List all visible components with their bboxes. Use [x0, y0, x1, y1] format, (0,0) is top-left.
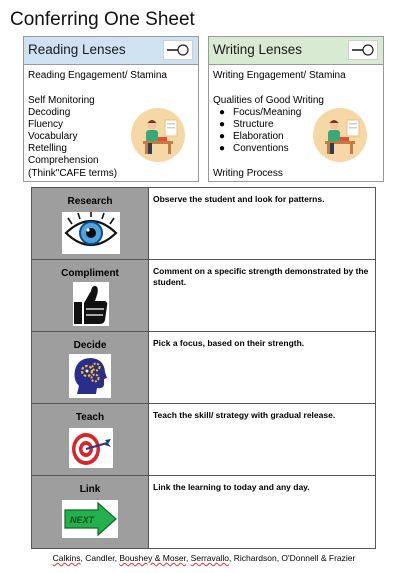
list-item: ● Conventions: [219, 143, 289, 155]
next-arrow-label: NEXT: [69, 515, 95, 525]
page-title: Conferring One Sheet: [10, 9, 195, 30]
table-row: [32, 404, 375, 476]
footer-authors: Calkins, Candler, Boushey & Moser, Serravallo, Richardson, O'Donnell & Frazier: [52, 553, 356, 563]
step-name: Research: [67, 196, 113, 207]
step-name: Compliment: [61, 268, 119, 279]
qualities-heading: Qualities of Good Writing: [213, 95, 324, 106]
reading-lens-list: [28, 95, 117, 180]
list-item: (Think"CAFE terms): [28, 167, 118, 179]
step-label-cell: [32, 476, 149, 548]
eye-icon: [62, 212, 120, 254]
thinking-head-icon: [69, 354, 111, 398]
list-item: Fluency: [28, 119, 64, 131]
writing-lenses-box: [208, 36, 384, 182]
step-label-cell: [32, 332, 149, 403]
list-item: Decoding: [28, 107, 71, 119]
list-item: Comprehension: [28, 155, 99, 167]
target-icon: [69, 428, 113, 468]
thumbs-up-icon: [73, 282, 109, 326]
writing-lenses-header: [209, 37, 383, 65]
next-arrow-icon: [62, 500, 118, 538]
author: O'Donnell & Frazier: [281, 553, 356, 563]
author: Calkins: [52, 553, 81, 563]
reading-lenses-header: [24, 37, 198, 65]
author: Boushey & Moser: [119, 553, 186, 563]
step-label-cell: [32, 404, 149, 475]
step-description: Comment on a specific strength demonstrated by the student.: [153, 266, 369, 287]
reading-engagement: Reading Engagement/ Stamina: [28, 70, 167, 81]
magnifier-icon: [348, 40, 378, 60]
magnifier-icon: [163, 40, 193, 60]
step-description: Observe the student and look for patterns.: [153, 194, 325, 204]
step-name: Link: [79, 484, 101, 495]
step-label-cell: [32, 188, 149, 259]
table-row: [32, 332, 375, 404]
table-row: [32, 260, 375, 332]
teacher-at-desk-icon: [131, 108, 185, 162]
list-item: Vocabulary: [28, 131, 78, 143]
step-description: Pick a focus, based on their strength.: [153, 338, 305, 348]
table-row: [32, 188, 375, 260]
conferring-steps-table: [31, 187, 376, 549]
list-item: Self Monitoring: [28, 95, 95, 106]
list-item: Retelling: [28, 143, 67, 155]
writing-lenses-title: Writing Lenses: [213, 42, 303, 57]
step-description: Link the learning to today and any day.: [153, 482, 310, 492]
writing-lens-list: [213, 95, 324, 155]
reading-lenses-title: Reading Lenses: [28, 42, 126, 57]
list-item: ● Focus/Meaning: [219, 107, 302, 119]
list-item: ● Elaboration: [219, 131, 284, 143]
step-name: Decide: [73, 340, 107, 351]
reading-lenses-box: [23, 36, 199, 182]
step-description: Teach the skill/ strategy with gradual release.: [153, 410, 336, 420]
author: Serravallo: [190, 553, 229, 563]
table-row: [32, 476, 375, 548]
step-name: Teach: [75, 412, 105, 423]
list-item: ● Structure: [219, 119, 274, 131]
author: Richardson: [233, 553, 277, 563]
writing-process: Writing Process: [213, 168, 283, 179]
author: Candler: [85, 553, 115, 563]
step-label-cell: [32, 260, 149, 331]
teacher-at-desk-icon: [313, 108, 367, 162]
writing-engagement: Writing Engagement/ Stamina: [213, 70, 346, 81]
